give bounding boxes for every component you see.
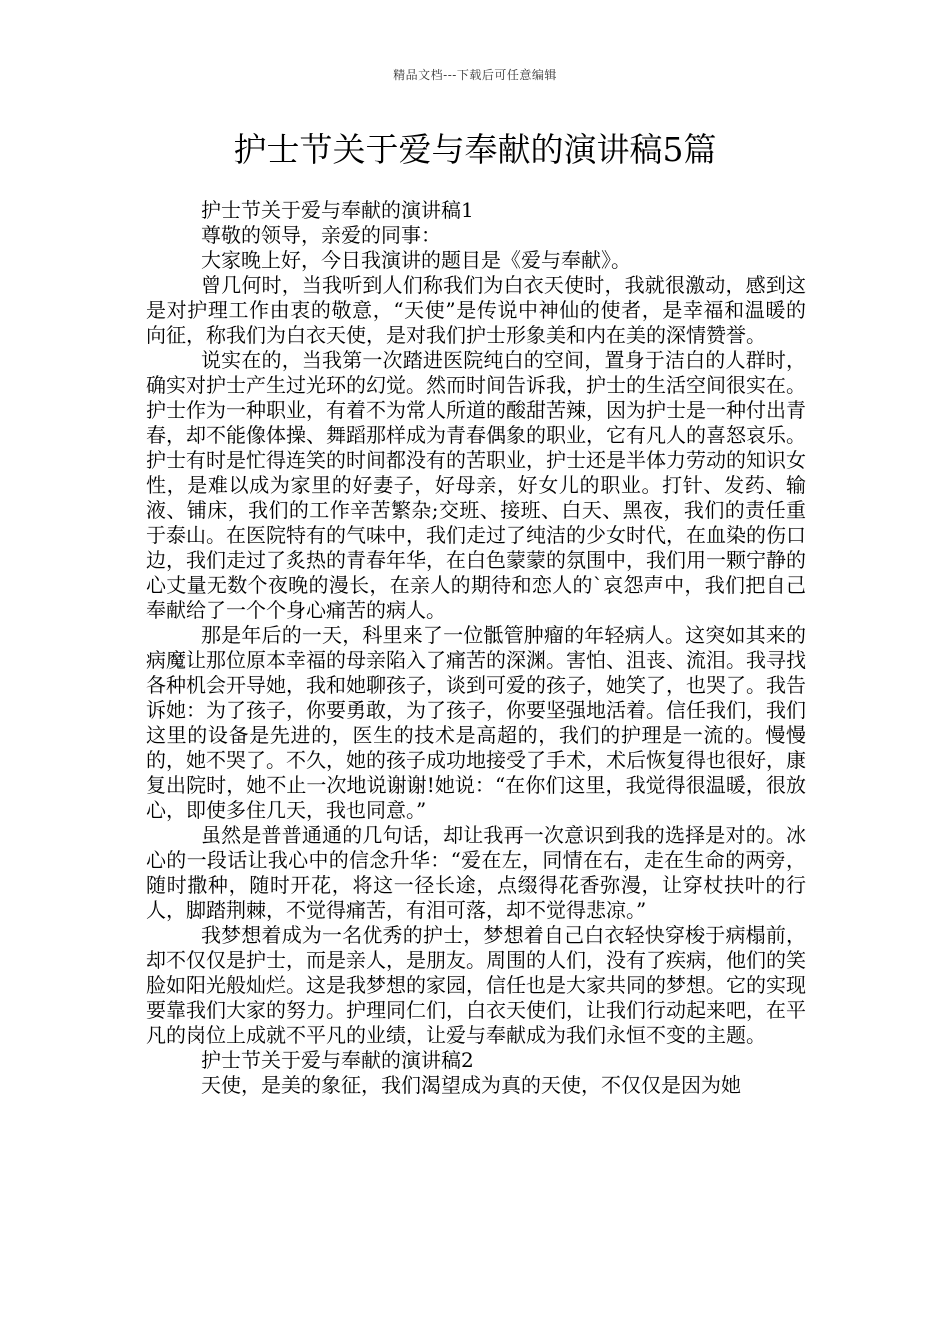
body-paragraph: 曾几何时，当我听到人们称我们为白衣天使时，我就很激动，感到这是对护理工作由衷的敬意，“天使”是传说中神仙的使者，是幸福和温暖的向征，称我们为白衣天使，是对我们护士形象美和内在美的深情赞誉。 [146, 273, 806, 347]
body-paragraph: 天使，是美的象征，我们渴望成为真的天使，不仅仅是因为她 [201, 1073, 741, 1097]
body-paragraph: 那是年后的一天，科里来了一位骶管肿瘤的年轻病人。这突如其来的病魔让那位原本幸福的母亲陷入了痛苦的深渊。害怕、沮丧、流泪。我寻找各种机会开导她，我和她聊孩子，谈到可爱的孩子，她笑了，也哭了。我告诉她：为了孩子，你要勇敢，为了孩子，你要坚强地活着。信任我们，我们这里的设备是先进的，医生的技术是高超的，我们的护理是一流的。慢慢的，她不哭了。不久，她的孩子成功地接受了手术，术后恢复得也很好，康复出院时，她不止一次地说谢谢!她说：“在你们这里，我觉得很温暖，很放心，即使多住几天，我也同意。” [146, 623, 806, 822]
body-paragraph: 我梦想着成为一名优秀的护士，梦想着自己白衣轻快穿梭于病榻前，却不仅仅是护士，而是亲人，是朋友。周围的人们，没有了疾病，他们的笑脸如阳光般灿烂。这是我梦想的家园，信任也是大家共同的梦想。它的实现要靠我们大家的努力。护理同仁们，白衣天使们，让我们行动起来吧，在平凡的岗位上成就不平凡的业绩，让爱与奉献成为我们永恒不变的主题。 [146, 923, 806, 1047]
section-heading-2: 护士节关于爱与奉献的演讲稿2 [201, 1048, 474, 1072]
body-paragraph: 虽然是普普通通的几句话，却让我再一次意识到我的选择是对的。冰心的一段话让我心中的信念升华：“爱在左，同情在右，走在生命的两旁，随时撒种，随时开花，将这一径长途，点缀得花香弥漫，让穿杖扶叶的行人，脚踏荆棘，不觉得痛苦，有泪可落，却不觉得悲凉。” [146, 823, 806, 922]
page-header: 精品文档---下载后可任意编辑 [393, 68, 557, 82]
document-title: 护士节关于爱与奉献的演讲稿5篇 [233, 130, 717, 169]
document-body [146, 198, 806, 1098]
greeting: 大家晚上好，今日我演讲的题目是《爱与奉献》。 [201, 248, 631, 272]
section-heading-1: 护士节关于爱与奉献的演讲稿1 [201, 198, 474, 222]
salutation: 尊敬的领导，亲爱的同事： [201, 223, 441, 247]
body-paragraph: 说实在的，当我第一次踏进医院纯白的空间，置身于洁白的人群时，确实对护士产生过光环的幻觉。然而时间告诉我，护士的生活空间很实在。护士作为一种职业，有着不为常人所道的酸甜苦辣，因为护士是一种付出青春，却不能像体操、舞蹈那样成为青春偶象的职业，它有凡人的喜怒哀乐。护士有时是忙得连笑的时间都没有的苦职业，护士还是半体力劳动的知识女性，是难以成为家里的好妻子，好母亲，好女儿的职业。打针、发药、输液、铺床，我们的工作辛苦繁杂;交班、接班、白天、黑夜，我们的责任重于泰山。在医院特有的气味中，我们走过了纯洁的少女时代，在血染的伤口边，我们走过了炙热的青春年华，在白色蒙蒙的氛围中，我们用一颗宁静的心丈量无数个夜晚的漫长，在亲人的期待和恋人的`哀怨声中，我们把自己奉献给了一个个身心痛苦的病人。 [146, 348, 806, 622]
